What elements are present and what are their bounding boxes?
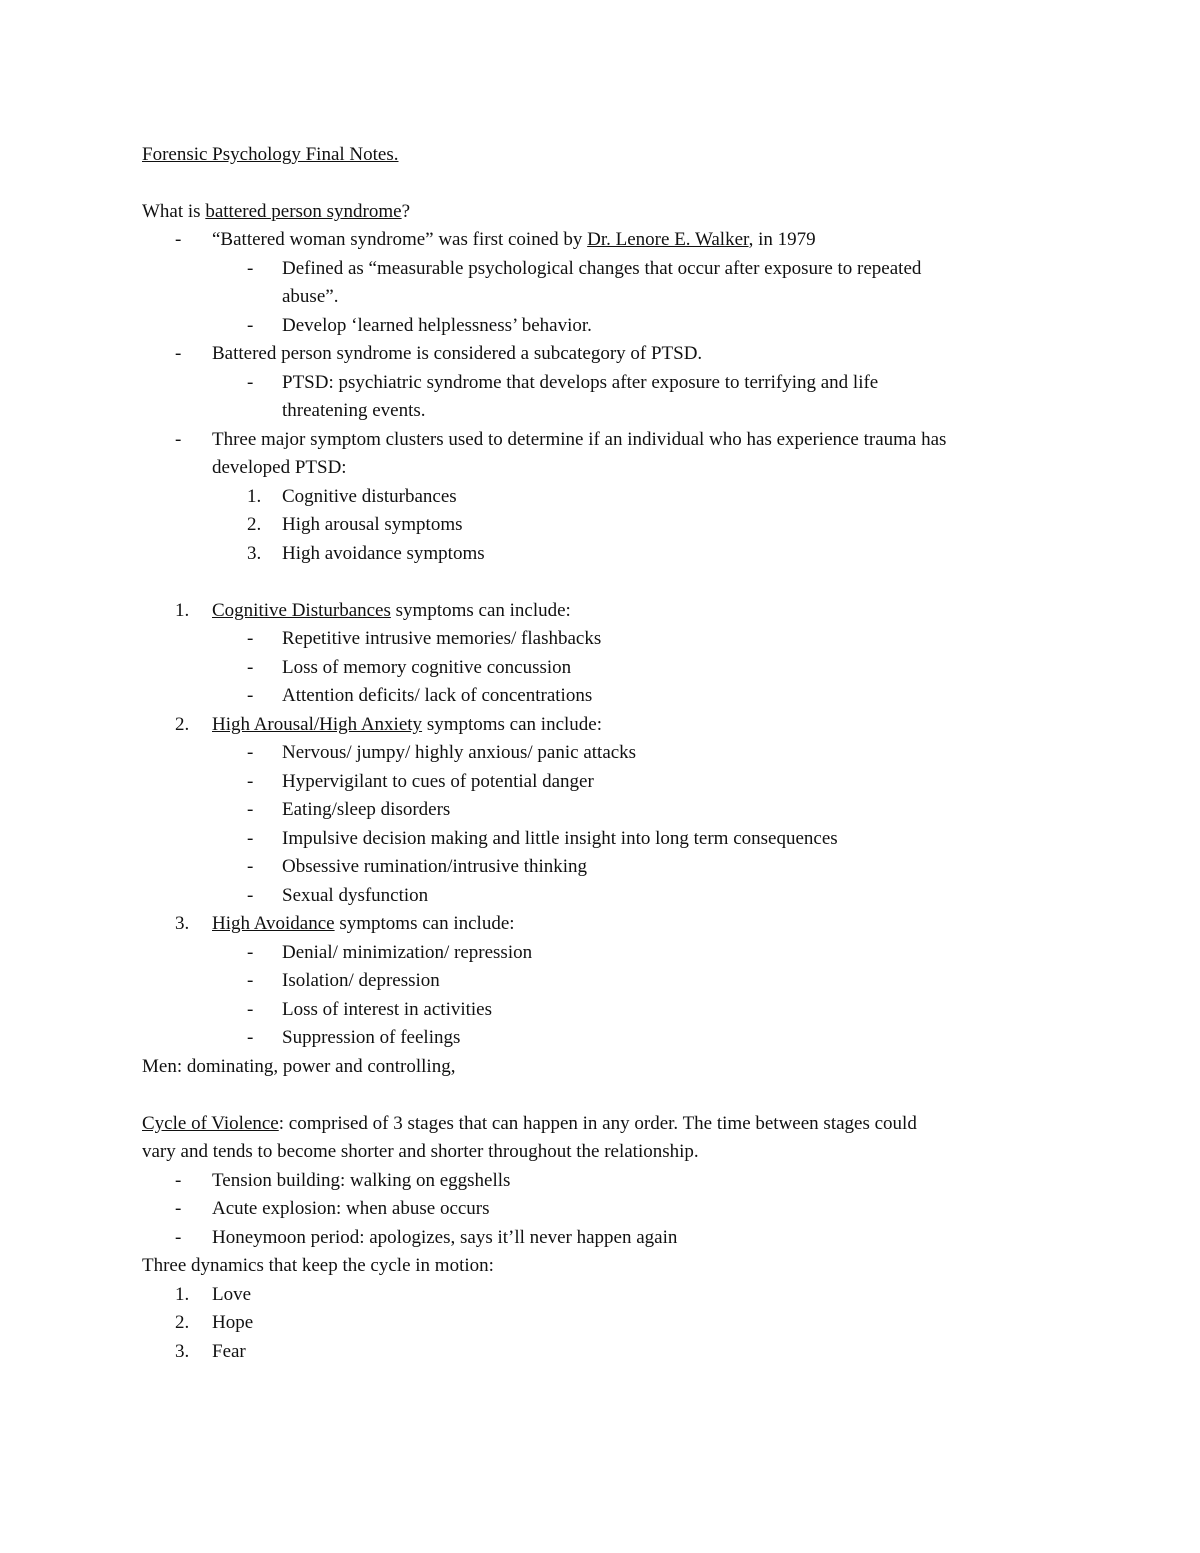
list-number: 2. bbox=[247, 514, 262, 535]
men-line: Men: dominating, power and controlling, bbox=[142, 1056, 456, 1077]
bullet-dash: - bbox=[175, 343, 182, 364]
subcategory-line: Battered person syndrome is considered a subcategory of PTSD. bbox=[212, 343, 703, 364]
section-term: High Avoidance bbox=[212, 913, 335, 934]
dynamic-item: Fear bbox=[212, 1341, 246, 1362]
stage-item: Tension building: walking on eggshells bbox=[212, 1170, 511, 1191]
cluster-item: High avoidance symptoms bbox=[282, 543, 485, 564]
bullet-dash: - bbox=[175, 1198, 182, 1219]
symptom-item: Impulsive decision making and little insight into long term consequences bbox=[282, 828, 838, 849]
cycle-line-2: vary and tends to become shorter and shorter throughout the relationship. bbox=[142, 1141, 699, 1162]
cycle-line-1 bbox=[142, 1112, 917, 1136]
sub-bullet-dash: - bbox=[247, 372, 254, 393]
sub-bullet-dash: - bbox=[247, 885, 254, 906]
cycle-line-1-rest: : comprised of 3 stages that can happen in any order. The time between stages could bbox=[278, 1113, 917, 1134]
question-prefix: What is bbox=[142, 201, 206, 222]
stage-item: Honeymoon period: apologizes, says it’ll never happen again bbox=[212, 1227, 678, 1248]
section-heading-arousal bbox=[212, 713, 602, 737]
sub-bullet-dash: - bbox=[247, 970, 254, 991]
sub-bullet-dash: - bbox=[247, 1027, 254, 1048]
bullet-walker-pre: “Battered woman syndrome” was first coined by bbox=[212, 229, 588, 250]
walker-name: Dr. Lenore E. Walker bbox=[587, 229, 749, 250]
symptom-item: Sexual dysfunction bbox=[282, 885, 429, 906]
definition-line-1: Defined as “measurable psychological changes that occur after exposure to repeated bbox=[282, 258, 922, 279]
sub-bullet-dash: - bbox=[247, 828, 254, 849]
list-number: 3. bbox=[247, 543, 262, 564]
sub-bullet-dash: - bbox=[247, 628, 254, 649]
bullet-dash: - bbox=[175, 429, 182, 450]
bullet-dash: - bbox=[175, 1170, 182, 1191]
bullet-walker-post: , in 1979 bbox=[748, 229, 816, 250]
list-number: 2. bbox=[175, 1312, 190, 1333]
sub-bullet-dash: - bbox=[247, 942, 254, 963]
section-term: Cognitive Disturbances bbox=[212, 600, 391, 621]
list-number: 1. bbox=[247, 486, 262, 507]
symptom-item: Nervous/ jumpy/ highly anxious/ panic attacks bbox=[282, 742, 637, 763]
symptom-item: Suppression of feelings bbox=[282, 1027, 461, 1048]
symptom-item: Hypervigilant to cues of potential danger bbox=[282, 771, 594, 792]
section-heading-cognitive bbox=[212, 599, 571, 623]
ptsd-line-2: threatening events. bbox=[282, 400, 426, 421]
dynamic-item: Hope bbox=[212, 1312, 254, 1333]
sub-bullet-dash: - bbox=[247, 657, 254, 678]
cluster-item: Cognitive disturbances bbox=[282, 486, 457, 507]
section-number: 2. bbox=[175, 714, 190, 735]
clusters-intro-line-1: Three major symptom clusters used to determine if an individual who has experience trauma has bbox=[212, 429, 947, 450]
cycle-term: Cycle of Violence bbox=[142, 1113, 279, 1134]
sub-bullet-dash: - bbox=[247, 685, 254, 706]
sub-bullet-dash: - bbox=[247, 315, 254, 336]
symptom-item: Obsessive rumination/intrusive thinking bbox=[282, 856, 588, 877]
ptsd-line-1: PTSD: psychiatric syndrome that develops after exposure to terrifying and life bbox=[282, 372, 879, 393]
section-suffix: symptoms can include: bbox=[390, 600, 571, 621]
helplessness-line: Develop ‘learned helplessness’ behavior. bbox=[282, 315, 592, 336]
symptom-item: Loss of interest in activities bbox=[282, 999, 493, 1020]
sub-bullet-dash: - bbox=[247, 258, 254, 279]
symptom-item: Repetitive intrusive memories/ flashbacks bbox=[282, 628, 602, 649]
question-suffix: ? bbox=[401, 201, 411, 222]
sub-bullet-dash: - bbox=[247, 742, 254, 763]
clusters-intro-line-2: developed PTSD: bbox=[212, 457, 347, 478]
symptom-item: Denial/ minimization/ repression bbox=[282, 942, 533, 963]
sub-bullet-dash: - bbox=[247, 771, 254, 792]
section-number: 1. bbox=[175, 600, 190, 621]
definition-line-2: abuse”. bbox=[282, 286, 339, 307]
symptom-item: Loss of memory cognitive concussion bbox=[282, 657, 572, 678]
question-term: battered person syndrome bbox=[205, 201, 402, 222]
section-number: 3. bbox=[175, 913, 190, 934]
symptom-item: Eating/sleep disorders bbox=[282, 799, 451, 820]
section-suffix: symptoms can include: bbox=[334, 913, 515, 934]
bullet-walker bbox=[212, 228, 816, 252]
stage-item: Acute explosion: when abuse occurs bbox=[212, 1198, 490, 1219]
question-line bbox=[142, 200, 410, 224]
sub-bullet-dash: - bbox=[247, 856, 254, 877]
bullet-dash: - bbox=[175, 1227, 182, 1248]
section-suffix: symptoms can include: bbox=[422, 714, 603, 735]
list-number: 1. bbox=[175, 1284, 190, 1305]
bullet-dash: - bbox=[175, 229, 182, 250]
sub-bullet-dash: - bbox=[247, 799, 254, 820]
symptom-item: Attention deficits/ lack of concentrations bbox=[282, 685, 593, 706]
dynamic-item: Love bbox=[212, 1284, 252, 1305]
section-heading-avoidance bbox=[212, 912, 515, 936]
sub-bullet-dash: - bbox=[247, 999, 254, 1020]
list-number: 3. bbox=[175, 1341, 190, 1362]
document-title: Forensic Psychology Final Notes. bbox=[142, 144, 399, 165]
symptom-item: Isolation/ depression bbox=[282, 970, 440, 991]
cluster-item: High arousal symptoms bbox=[282, 514, 463, 535]
dynamics-intro: Three dynamics that keep the cycle in motion: bbox=[142, 1255, 494, 1276]
section-term: High Arousal/High Anxiety bbox=[212, 714, 423, 735]
